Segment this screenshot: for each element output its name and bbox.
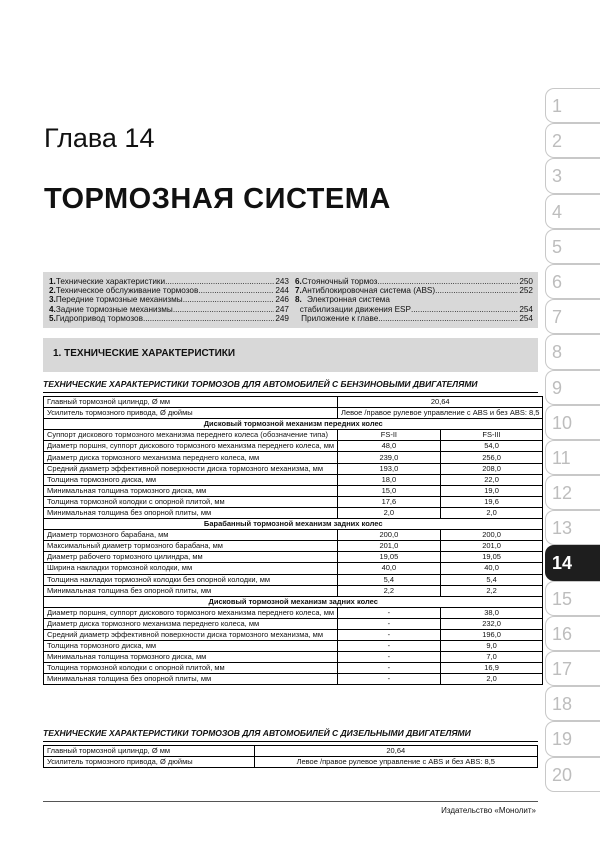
- table-row: [44, 507, 543, 518]
- toc-item-leader: [165, 277, 274, 286]
- spec-value-a: 15,0: [338, 485, 441, 496]
- toc-item: [49, 286, 289, 295]
- spec-value-b: 40,0: [440, 563, 543, 574]
- spec-label: Минимальная толщина тормозного диска, мм: [44, 652, 338, 663]
- spec-value-b: 9,0: [440, 641, 543, 652]
- toc-item-number: 7.: [295, 286, 302, 296]
- table-row: [44, 463, 543, 474]
- master-cylinder-row: [44, 746, 538, 757]
- spec-label: Толщина тормозного диска, мм: [44, 641, 338, 652]
- spec-label: Ширина накладки тормозной колодки, мм: [44, 563, 338, 574]
- chapter-tab-20[interactable]: 20: [545, 757, 600, 792]
- table-row: [44, 485, 543, 496]
- toc-item-leader: [378, 314, 518, 323]
- spec-value: Левое /правое рулевое управление с ABS и без ABS: 8,5: [254, 757, 537, 768]
- table-row: [44, 474, 543, 485]
- group-header-row: [44, 596, 543, 607]
- toc-item-page: 254: [519, 304, 533, 314]
- toc-item-leader: [143, 314, 274, 323]
- table-of-contents: [43, 272, 538, 328]
- spec-label: Толщина тормозной колодки с опорной плитой, мм: [44, 496, 338, 507]
- spec-value-a: -: [338, 618, 441, 629]
- chapter-tab-11[interactable]: 11: [545, 440, 600, 475]
- spec-value-b: 256,0: [440, 452, 543, 463]
- spec-value: Левое /правое рулевое управление с ABS и без ABS: 8,5: [338, 408, 543, 419]
- spec-value-b: 38,0: [440, 607, 543, 618]
- toc-item: [295, 295, 533, 304]
- spec-label: Средний диаметр эффективной поверхности диска тормозного механизма, мм: [44, 629, 338, 640]
- spec-value-b: 7,0: [440, 652, 543, 663]
- spec-value-b: FS-III: [440, 430, 543, 441]
- toc-item-title: Гидропривод тормозов: [55, 313, 143, 323]
- toc-item-page: 247: [275, 304, 289, 314]
- toc-item-title: Технические характеристики: [55, 277, 166, 286]
- publisher-credit: Издательство «Монолит»: [441, 806, 536, 815]
- spec-value-b: 232,0: [440, 618, 543, 629]
- table-row: [44, 674, 543, 685]
- toc-item-number: 1.: [49, 277, 56, 286]
- toc-item-title: Техническое обслуживание тормозов: [55, 286, 199, 296]
- toc-item-leader: [435, 286, 518, 295]
- petrol-spec-heading: ТЕХНИЧЕСКИЕ ХАРАКТЕРИСТИКИ ТОРМОЗОВ ДЛЯ АВТОМОБИЛЕЙ С БЕНЗИНОВЫМИ ДВИГАТЕЛЯМИ: [43, 379, 478, 389]
- diesel-spec-table: [43, 745, 538, 768]
- toc-item-number: 6.: [295, 277, 302, 286]
- chapter-tab-17[interactable]: 17: [545, 651, 600, 686]
- spec-value-b: 2,0: [440, 507, 543, 518]
- diesel-spec-heading: ТЕХНИЧЕСКИЕ ХАРАКТЕРИСТИКИ ТОРМОЗОВ ДЛЯ АВТОМОБИЛЕЙ С ДИЗЕЛЬНЫМИ ДВИГАТЕЛЯМИ: [43, 728, 471, 738]
- chapter-title: ТОРМОЗНАЯ СИСТЕМА: [44, 183, 391, 215]
- toc-item: [295, 286, 533, 295]
- spec-value-a: -: [338, 663, 441, 674]
- group-header: Барабанный тормозной механизм задних колес: [44, 519, 543, 530]
- chapter-tab-1[interactable]: 1: [545, 88, 600, 123]
- toc-item-leader: [183, 295, 275, 304]
- spec-label: Минимальная толщина без опорной плиты, мм: [44, 585, 338, 596]
- spec-value-b: 208,0: [440, 463, 543, 474]
- spec-label: Диаметр поршня, суппорт дискового тормозного механизма переднего колеса, мм: [44, 441, 338, 452]
- spec-label: Диаметр диска тормозного механизма переднего колеса, мм: [44, 452, 338, 463]
- table-row: [44, 430, 543, 441]
- spec-value-a: 200,0: [338, 530, 441, 541]
- table-row: [44, 563, 543, 574]
- chapter-tab-10[interactable]: 10: [545, 405, 600, 440]
- toc-item-leader: [198, 286, 274, 295]
- chapter-tab-13[interactable]: 13: [545, 510, 600, 545]
- spec-label: Суппорт дискового тормозного механизма переднего колеса (обозначение типа): [44, 430, 338, 441]
- spec-value-b: 2,2: [440, 585, 543, 596]
- toc-item-number: 2.: [49, 286, 56, 296]
- chapter-tab-4[interactable]: 4: [545, 194, 600, 229]
- toc-item-title: Задние тормозные механизмы: [55, 304, 173, 314]
- toc-item: [49, 277, 289, 286]
- group-header: Дисковый тормозной механизм передних колес: [44, 419, 543, 430]
- table-row: [44, 574, 543, 585]
- spec-value-a: 2,2: [338, 585, 441, 596]
- spec-value-a: 201,0: [338, 541, 441, 552]
- table-row: [44, 641, 543, 652]
- spec-value-b: 19,05: [440, 552, 543, 563]
- chapter-tab-5[interactable]: 5: [545, 229, 600, 264]
- spec-label: Средний диаметр эффективной поверхности диска тормозного механизма, мм: [44, 463, 338, 474]
- spec-label: Максимальный диаметр тормозного барабана, мм: [44, 541, 338, 552]
- spec-label: Толщина накладки тормозной колодки без опорной колодки, мм: [44, 574, 338, 585]
- spec-label: Усилитель тормозного привода, Ø дюймы: [44, 757, 255, 768]
- table-row: [44, 618, 543, 629]
- toc-item: [49, 295, 289, 304]
- spec-label: Толщина тормозного диска, мм: [44, 474, 338, 485]
- spec-label: Диаметр тормозного барабана, мм: [44, 530, 338, 541]
- spec-value-a: 40,0: [338, 563, 441, 574]
- spec-value-b: 19,0: [440, 485, 543, 496]
- booster-row: [44, 408, 543, 419]
- table-row: [44, 663, 543, 674]
- toc-item-title: стабилизации движения ESP: [299, 304, 411, 314]
- table-row: [44, 496, 543, 507]
- petrol-spec-table: [43, 396, 543, 685]
- spec-label: Минимальная толщина без опорной плиты, мм: [44, 507, 338, 518]
- spec-value-b: 200,0: [440, 530, 543, 541]
- toc-item-title: Антиблокировочная система (ABS): [301, 286, 436, 296]
- group-header-row: [44, 419, 543, 430]
- booster-row: [44, 757, 538, 768]
- toc-item: [295, 314, 533, 323]
- toc-item-page: 250: [519, 277, 533, 286]
- spec-value: 20,64: [338, 397, 543, 408]
- toc-item-page: 246: [275, 295, 289, 305]
- spec-value-a: 2,0: [338, 507, 441, 518]
- chapter-label: Глава 14: [44, 123, 155, 153]
- spec-label: Диаметр диска тормозного механизма переднего колеса, мм: [44, 618, 338, 629]
- chapter-tab-16[interactable]: 16: [545, 616, 600, 651]
- spec-label: Главный тормозной цилиндр, Ø мм: [44, 397, 338, 408]
- spec-label: Минимальная толщина без опорной плиты, мм: [44, 674, 338, 685]
- chapter-tab-3[interactable]: 3: [545, 158, 600, 193]
- spec-value-a: -: [338, 641, 441, 652]
- table-row: [44, 441, 543, 452]
- toc-item-page: 252: [519, 286, 533, 296]
- chapter-tab-18[interactable]: 18: [545, 686, 600, 721]
- table-row: [44, 607, 543, 618]
- chapter-tab-14[interactable]: 14: [545, 545, 600, 580]
- table-row: [44, 552, 543, 563]
- toc-item-page: 254: [519, 313, 533, 323]
- spec-value-a: -: [338, 607, 441, 618]
- toc-item-title: Стояночный тормоз: [301, 277, 378, 286]
- chapter-tab-12[interactable]: 12: [545, 475, 600, 510]
- toc-item-number: 3.: [49, 295, 56, 305]
- toc-item-number: 5.: [49, 313, 56, 323]
- divider: [43, 741, 538, 742]
- toc-item-page: 243: [275, 277, 289, 286]
- master-cylinder-row: [44, 397, 543, 408]
- spec-value-a: -: [338, 629, 441, 640]
- chapter-tabs: [545, 88, 600, 792]
- divider: [43, 392, 538, 393]
- spec-value-b: 196,0: [440, 629, 543, 640]
- section-title: 1. ТЕХНИЧЕСКИЕ ХАРАКТЕРИСТИКИ: [53, 348, 236, 359]
- chapter-tab-8[interactable]: 8: [545, 334, 600, 369]
- footer-divider: [43, 801, 538, 802]
- spec-label: Диаметр рабочего тормозного цилиндра, мм: [44, 552, 338, 563]
- table-row: [44, 629, 543, 640]
- spec-value: 20,64: [254, 746, 537, 757]
- spec-value-a: 239,0: [338, 452, 441, 463]
- section-header: [43, 338, 538, 372]
- spec-value-b: 22,0: [440, 474, 543, 485]
- group-header-row: [44, 519, 543, 530]
- spec-value-a: 193,0: [338, 463, 441, 474]
- toc-item-page: 249: [275, 313, 289, 323]
- spec-value-a: 18,0: [338, 474, 441, 485]
- chapter-tab-6[interactable]: 6: [545, 264, 600, 299]
- chapter-tab-19[interactable]: 19: [545, 721, 600, 756]
- table-row: [44, 452, 543, 463]
- chapter-tab-2[interactable]: 2: [545, 123, 600, 158]
- table-row: [44, 652, 543, 663]
- spec-value-a: -: [338, 652, 441, 663]
- toc-item: [49, 314, 289, 323]
- table-row: [44, 530, 543, 541]
- spec-label: Главный тормозной цилиндр, Ø мм: [44, 746, 255, 757]
- spec-value-b: 5,4: [440, 574, 543, 585]
- toc-item-title: Электронная система: [307, 295, 390, 305]
- toc-item-leader: [377, 277, 518, 286]
- toc-item-title: Передние тормозные механизмы: [55, 295, 183, 305]
- spec-label: Усилитель тормозного привода, Ø дюймы: [44, 408, 338, 419]
- toc-left-column: [49, 277, 289, 323]
- spec-value-a: FS-II: [338, 430, 441, 441]
- toc-item-number: 8.: [295, 295, 302, 305]
- spec-value-b: 19,6: [440, 496, 543, 507]
- spec-value-a: 48,0: [338, 441, 441, 452]
- spec-value-a: 17,6: [338, 496, 441, 507]
- toc-item-page: 244: [275, 286, 289, 296]
- spec-value-b: 2,0: [440, 674, 543, 685]
- toc-item: [295, 305, 533, 314]
- toc-item-title: Приложение к главе: [301, 313, 379, 323]
- spec-value-b: 54,0: [440, 441, 543, 452]
- toc-item: [49, 305, 289, 314]
- toc-item-leader: [173, 305, 275, 314]
- spec-label: Диаметр поршня, суппорт дискового тормозного механизма переднего колеса, мм: [44, 607, 338, 618]
- chapter-tab-15[interactable]: 15: [545, 581, 600, 616]
- toc-item-leader: [411, 305, 518, 314]
- spec-label: Минимальная толщина тормозного диска, мм: [44, 485, 338, 496]
- spec-value-a: 5,4: [338, 574, 441, 585]
- toc-right-column: [295, 277, 533, 323]
- toc-item-number: 4.: [49, 304, 56, 314]
- table-row: [44, 541, 543, 552]
- spec-value-b: 16,9: [440, 663, 543, 674]
- spec-value-b: 201,0: [440, 541, 543, 552]
- toc-item: [295, 277, 533, 286]
- spec-value-a: 19,05: [338, 552, 441, 563]
- chapter-tab-7[interactable]: 7: [545, 299, 600, 334]
- spec-label: Толщина тормозной колодки с опорной плитой, мм: [44, 663, 338, 674]
- chapter-tab-9[interactable]: 9: [545, 370, 600, 405]
- spec-value-a: -: [338, 674, 441, 685]
- table-row: [44, 585, 543, 596]
- group-header: Дисковый тормозной механизм задних колес: [44, 596, 543, 607]
